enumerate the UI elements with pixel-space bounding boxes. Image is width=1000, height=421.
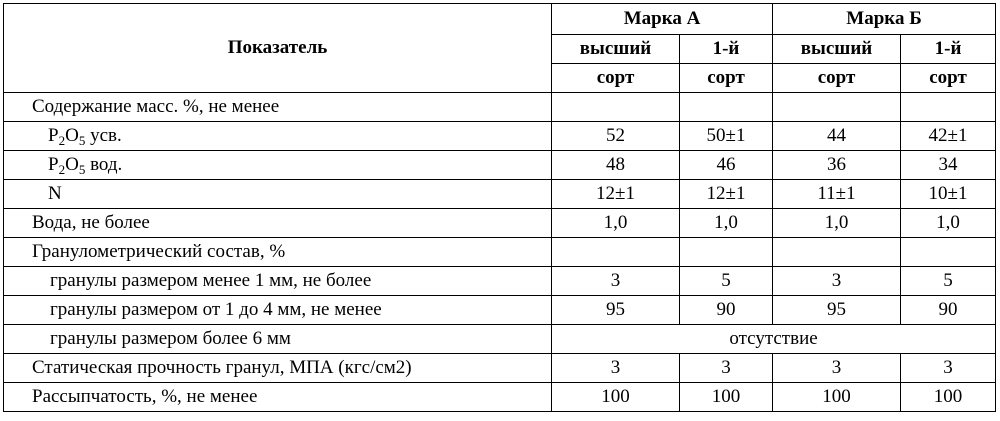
cell: 1,0 xyxy=(680,209,773,238)
header-param: Показатель xyxy=(4,4,552,93)
cell: 1,0 xyxy=(773,209,901,238)
cell xyxy=(680,93,773,122)
header-brand-a: Марка А xyxy=(552,4,773,35)
cell: 3 xyxy=(773,354,901,383)
cell: 100 xyxy=(901,383,996,412)
cell: 42±1 xyxy=(901,122,996,151)
header-a-first-grade-line1: 1-й xyxy=(680,35,773,64)
cell: 95 xyxy=(552,296,680,325)
cell: 95 xyxy=(773,296,901,325)
row-label-p2o5-water: $P_2O_5$ вод. xyxy=(4,151,552,180)
cell: 90 xyxy=(901,296,996,325)
row-label-granules-gt6: гранулы размером более 6 мм xyxy=(4,325,552,354)
cell xyxy=(680,238,773,267)
row-label-flowability: Рассыпчатость, %, не менее xyxy=(4,383,552,412)
cell: 44 xyxy=(773,122,901,151)
spec-table xyxy=(3,3,996,412)
row-label-granules-1-4: гранулы размером от 1 до 4 мм, не менее xyxy=(4,296,552,325)
table-row xyxy=(4,296,996,325)
cell: 100 xyxy=(680,383,773,412)
cell xyxy=(773,238,901,267)
cell: 48 xyxy=(552,151,680,180)
cell: 1,0 xyxy=(552,209,680,238)
cell: 36 xyxy=(773,151,901,180)
row-label-nitrogen: N xyxy=(4,180,552,209)
cell xyxy=(901,238,996,267)
cell: 3 xyxy=(552,354,680,383)
table-row xyxy=(4,325,996,354)
header-a-top-grade-line2: сорт xyxy=(552,64,680,93)
cell xyxy=(552,93,680,122)
table-row xyxy=(4,93,996,122)
header-a-top-grade-line1: высший xyxy=(552,35,680,64)
cell: 3 xyxy=(901,354,996,383)
row-label-granulometry: Гранулометрический состав, % xyxy=(4,238,552,267)
header-brand-b: Марка Б xyxy=(773,4,996,35)
cell: 10±1 xyxy=(901,180,996,209)
row-label-content: Содержание масс. %, не менее xyxy=(4,93,552,122)
row-label-p2o5-assim: $P_2O_5$ усв. xyxy=(4,122,552,151)
table-row xyxy=(4,238,996,267)
cell: 90 xyxy=(680,296,773,325)
row-label-static-strength: Статическая прочность гранул, МПА (кгс/см2) xyxy=(4,354,552,383)
cell: 46 xyxy=(680,151,773,180)
cell xyxy=(901,93,996,122)
header-b-first-grade-line2: сорт xyxy=(901,64,996,93)
cell: 52 xyxy=(552,122,680,151)
cell: 1,0 xyxy=(901,209,996,238)
header-a-first-grade-line2: сорт xyxy=(680,64,773,93)
cell: 12±1 xyxy=(680,180,773,209)
cell: 11±1 xyxy=(773,180,901,209)
cell: 100 xyxy=(552,383,680,412)
table-row xyxy=(4,180,996,209)
cell: 5 xyxy=(901,267,996,296)
cell: 3 xyxy=(680,354,773,383)
cell: 50±1 xyxy=(680,122,773,151)
table-row xyxy=(4,122,996,151)
table-row xyxy=(4,151,996,180)
header-b-top-grade-line1: высший xyxy=(773,35,901,64)
table-row xyxy=(4,209,996,238)
row-label-water: Вода, не более xyxy=(4,209,552,238)
cell: 3 xyxy=(773,267,901,296)
cell: 100 xyxy=(773,383,901,412)
cell: 12±1 xyxy=(552,180,680,209)
cell xyxy=(773,93,901,122)
row-label-granules-lt1: гранулы размером менее 1 мм, не более xyxy=(4,267,552,296)
header-b-top-grade-line2: сорт xyxy=(773,64,901,93)
cell: 3 xyxy=(552,267,680,296)
cell xyxy=(552,238,680,267)
table-row xyxy=(4,267,996,296)
table-row xyxy=(4,383,996,412)
cell: 5 xyxy=(680,267,773,296)
table-row xyxy=(4,354,996,383)
header-b-first-grade-line1: 1-й xyxy=(901,35,996,64)
cell: 34 xyxy=(901,151,996,180)
merged-cell-absence: отсутствие xyxy=(552,325,996,354)
